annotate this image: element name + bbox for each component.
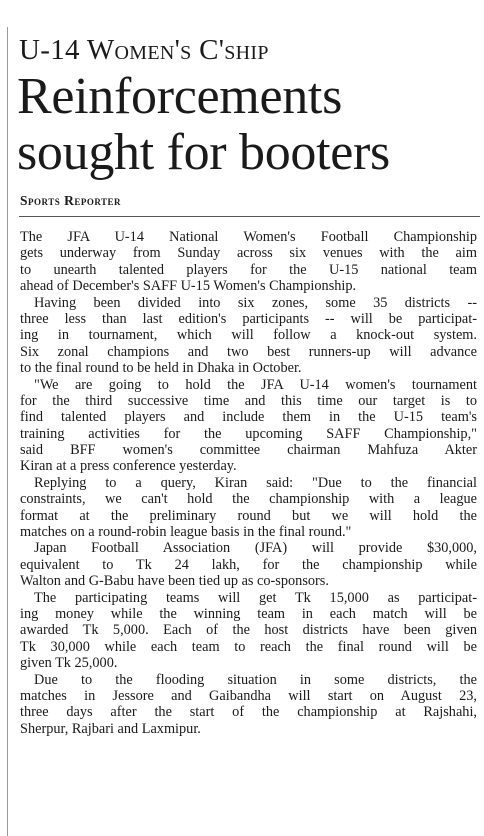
text-line: equivalent to Tk 24 lakh, for the championship while: [20, 556, 477, 573]
article-body: [20, 229, 477, 737]
text-line: Japan Football Association (JFA) will provide $30,000,: [34, 540, 477, 557]
text-line: ing in tournament, which will follow a knock-out system.: [20, 327, 477, 344]
paragraph: [20, 590, 477, 672]
text-line: said BFF women's committee chairman Mahfuza Akter: [20, 442, 477, 459]
text-line: Walton and G-Babu have been tied up as co-sponsors.: [20, 573, 329, 590]
text-line: Due to the flooding situation in some districts, the: [34, 671, 477, 688]
paragraph: [20, 672, 477, 738]
text-line: Replying to a query, Kiran said: "Due to the financial: [34, 474, 477, 491]
text-line: gets underway from Sunday across six venues with the aim: [20, 245, 477, 262]
text-line: Sherpur, Rajbari and Laxmipur.: [20, 720, 201, 737]
text-line: ahead of December's SAFF U-15 Women's Championship.: [20, 278, 357, 295]
paragraph: [20, 377, 477, 475]
text-line: The JFA U-14 National Women's Football Championship: [20, 229, 477, 245]
byline-divider: [19, 216, 480, 217]
text-line: given Tk 25,000.: [20, 655, 118, 672]
text-line: Six zonal champions and two best runners-up will advance: [20, 343, 477, 360]
kicker: U-14 Women's C'ship: [19, 34, 269, 66]
text-line: "We are going to hold the JFA U-14 women's tournament: [34, 376, 477, 393]
byline: Sports Reporter: [20, 193, 122, 208]
text-line: for the third successive time and this time our target is to: [20, 392, 477, 409]
paragraph: [20, 295, 477, 377]
headline-line: sought for booters: [17, 124, 390, 181]
text-line: ing money while the winning team in each match will be: [20, 605, 477, 622]
headline: [17, 69, 482, 181]
text-line: to unearth talented players for the U-15 national team: [20, 261, 477, 278]
paragraph: [20, 540, 477, 589]
text-line: Having been divided into six zones, some 35 districts --: [34, 294, 477, 311]
column-rule: [7, 27, 8, 836]
text-line: training activities for the upcoming SAFF Championship,": [20, 425, 477, 442]
text-line: matches on a round-robin league basis in the final round.": [20, 524, 352, 541]
text-line: to the final round to be held in Dhaka in October.: [20, 360, 302, 377]
text-line: awarded Tk 5,000. Each of the host districts have been given: [20, 622, 477, 639]
text-line: The participating teams will get Tk 15,000 as participat-: [34, 589, 477, 606]
text-line: three days after the start of the championship at Rajshahi,: [20, 704, 477, 721]
text-line: Kiran at a press conference yesterday.: [20, 458, 237, 475]
text-line: constraints, we can't hold the championship with a league: [20, 491, 477, 508]
headline-line: Reinforcements: [17, 68, 343, 125]
paragraph: [20, 475, 477, 541]
text-line: find talented players and include them in the U-15 team's: [20, 409, 477, 426]
text-line: three less than last edition's participants -- will be participat-: [20, 310, 477, 327]
text-line: Tk 30,000 while each team to reach the final round will be: [20, 638, 477, 655]
paragraph: [20, 229, 477, 295]
text-line: format at the preliminary round but we will hold the: [20, 507, 477, 524]
text-line: matches in Jessore and Gaibandha will start on August 23,: [20, 687, 477, 704]
